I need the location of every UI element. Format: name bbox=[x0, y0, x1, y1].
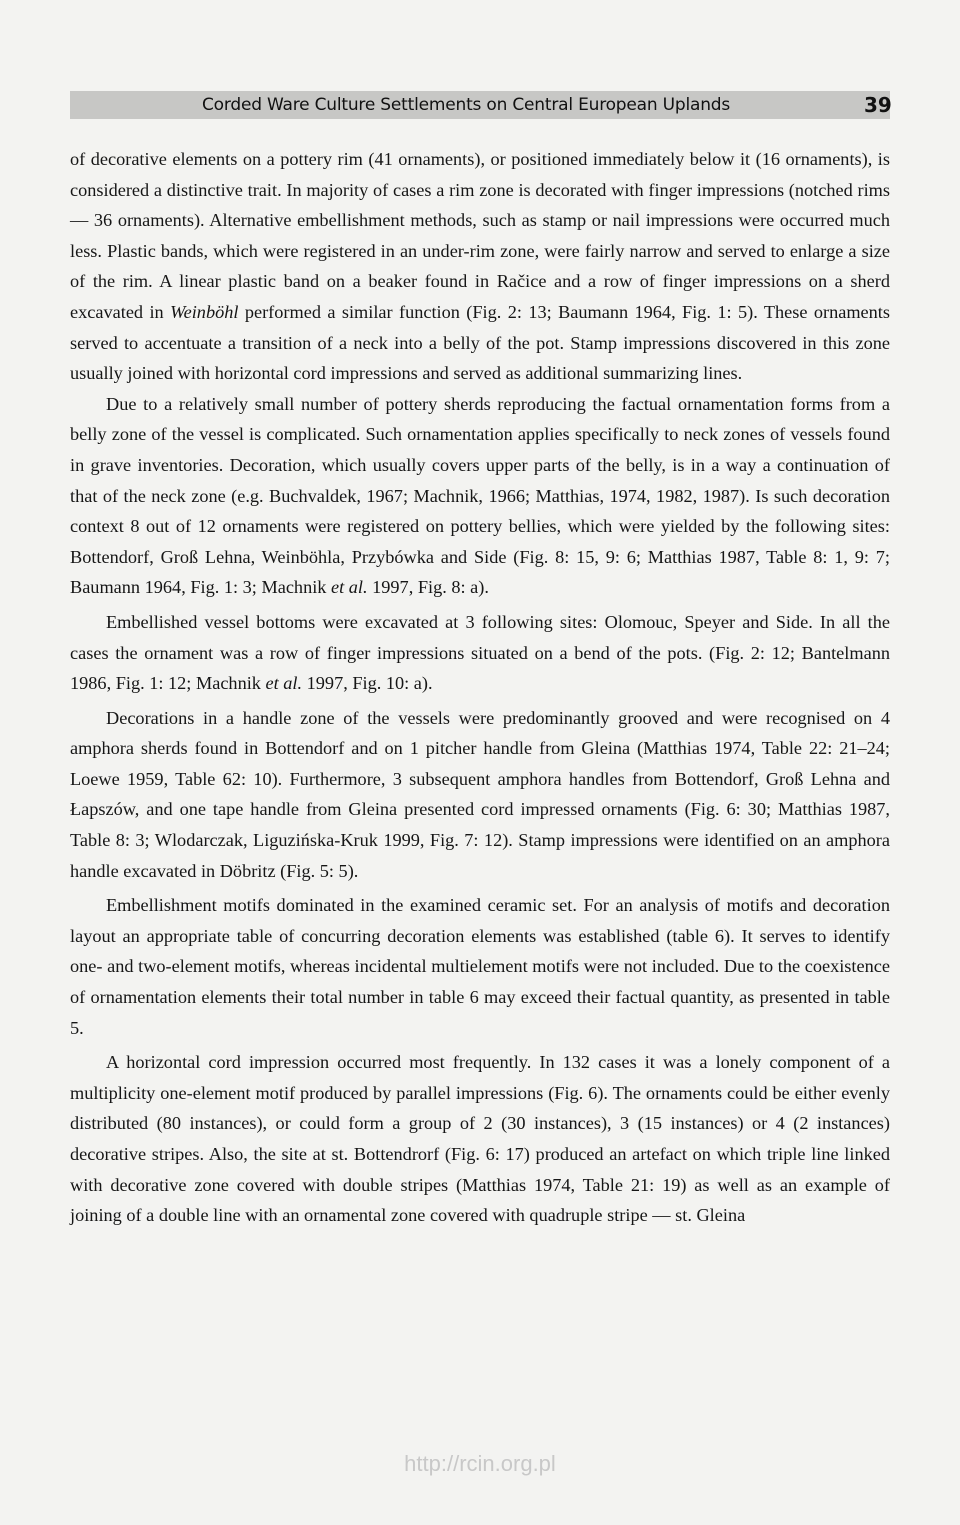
paragraph-text: Embellished vessel bottoms were excavated at 3 following sites: Olomouc, Speyer and Side. In all the cases the ornament was a row of finger impressions situated on a bend of the pots. (Fig. 2: 12; Bantelmann 1986, Fig. 1: 12; Machnik bbox=[70, 611, 890, 694]
paragraph-1 bbox=[70, 144, 890, 389]
paragraph-text: 1997, Fig. 10: a). bbox=[302, 673, 433, 694]
paragraph-text: Due to a relatively small number of pottery sherds reproducing the factual ornamentation forms from a belly zone of the vessel is complicated. Such ornamentation applies specifically to neck zones of vessels found in grave inventories. Decoration, which usually covers upper parts of the belly, is in a way a continuation of that of the neck zone (e.g. Buchvaldek, 1967; Machnik, 1966; Matthias, 1974, 1982, 1987). Is such decoration context 8 out of 12 ornaments were registered on pottery bellies, which were yielded by the following sites: Bottendorf, Groß Lehna, Weinböhla, Przybówka and Side (Fig. 8: 15, 9: 6; Matthias 1987, Table 8: 1, 9: 7; Baumann 1964, Fig. 1: 3; Machnik bbox=[70, 393, 890, 598]
paragraph-text: of decorative elements on a pottery rim (41 ornaments), or positioned immediately below it (16 ornaments), is considered a distinctive trait. In majority of cases a rim zone is decorated with finger impressions (notched rims — 36 ornaments). Alternative embellishment methods, such as stamp or nail impressions were occurred much less. Plastic bands, which were registered in an under-rim zone, were fairly narrow and served to enlarge a size of the rim. A linear plastic band on a beaker found in Račice and a row of finger impressions on a sherd excavated in bbox=[70, 149, 890, 322]
paragraph-text: performed a similar function (Fig. 2: 13; Baumann 1964, Fig. 1: 5). These ornaments served to accentuate a transition of a neck into a belly of the pot. Stamp impressions discovered in this zone usually joined with horizontal cord impressions and served as additional summarizing lines. bbox=[70, 301, 890, 384]
paragraph-text: A horizontal cord impression occurred most frequently. In 132 cases it was a lonely component of a multiplicity one-element motif produced by parallel impressions (Fig. 6). The ornaments could be either evenly distributed (80 instances), or could form a group of 2 (30 instances), 3 (15 instances) or 4 (2 instances) decorative stripes. Also, the site at st. Bottendrorf (Fig. 6: 17) produced an artefact on which triple line linked with decorative zone covered with double stripes (Matthias 1974, Table 21: 19) as well as an example of joining of a double line with an ornamental zone covered with quadruple stripe — st. Gleina bbox=[70, 1052, 890, 1226]
paragraph-5 bbox=[70, 890, 890, 1043]
body-text bbox=[70, 144, 890, 1231]
paragraph-4 bbox=[70, 703, 890, 887]
italic-term: et al. bbox=[331, 577, 368, 598]
paragraph-2 bbox=[70, 389, 890, 603]
running-header-title: Corded Ware Culture Settlements on Central European Uplands bbox=[202, 95, 731, 115]
paragraph-text: Decorations in a handle zone of the vessels were predominantly grooved and were recognised on 4 amphora sherds found in Bottendorf and on 1 pitcher handle from Gleina (Matthias 1974, Table 22: 21–24; Loewe 1959, Table 62: 10). Furthermore, 3 subsequent amphora handles from Bottendorf, Groß Lehna and Łapszów, and one tape handle from Gleina presented cord impressed ornaments (Fig. 6: 30; Matthias 1987, Table 8: 3; Wlodarczak, Liguzińska-Kruk 1999, Fig. 7: 12). Stamp impressions were identified on an amphora handle excavated in Döbritz (Fig. 5: 5). bbox=[70, 707, 890, 881]
paragraph-6 bbox=[70, 1047, 890, 1231]
italic-term: Weinböhl bbox=[170, 301, 239, 322]
footer-url-watermark: http://rcin.org.pl bbox=[404, 1451, 556, 1476]
paragraph-text: 1997, Fig. 8: a). bbox=[367, 577, 489, 598]
page-number: 39 bbox=[864, 93, 892, 117]
italic-term: et al. bbox=[265, 673, 303, 694]
paragraph-3 bbox=[70, 607, 890, 699]
paragraph-text: Embellishment motifs dominated in the examined ceramic set. For an analysis of motifs and decoration layout an appropriate table of concurring decoration elements was established (table 6). It serves to identify one- and two-element motifs, whereas incidental multielement motifs were not included. Due to the coexistence of ornamentation elements their total number in table 6 may exceed their factual quantity, as presented in table 5. bbox=[70, 895, 890, 1038]
